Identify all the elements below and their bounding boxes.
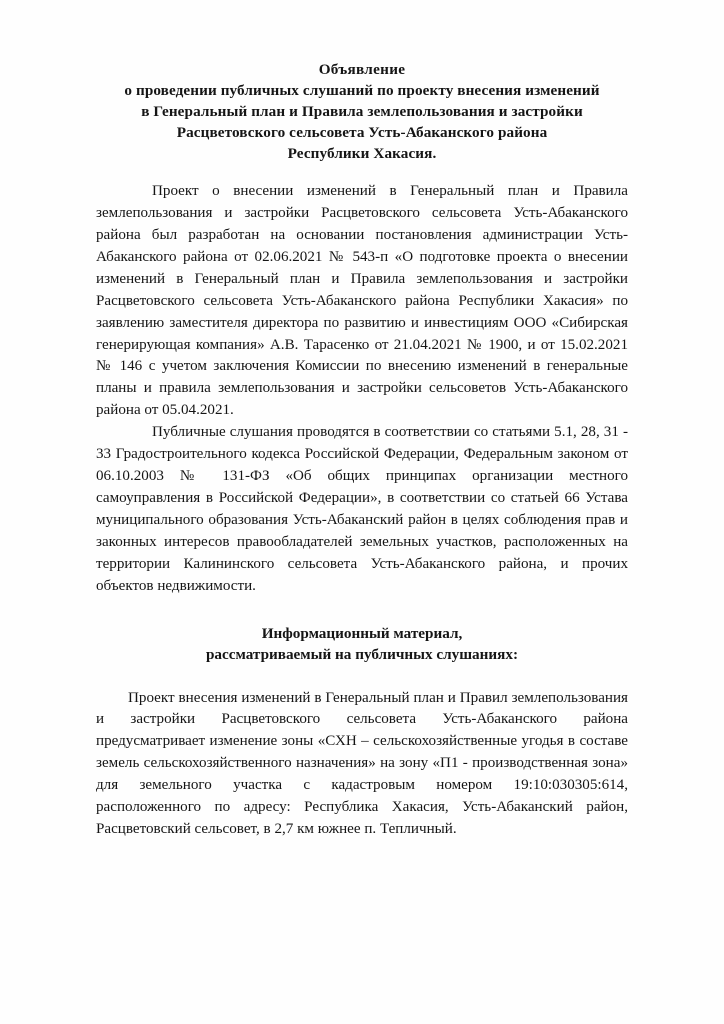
paragraph-project-background: Проект о внесении изменений в Генеральный план и Правила землепользования и застройки Расцветовского сельсовета Усть-Абаканского района был разработан на основании постановления администрации Усть-Абаканского района от 02.06.2021 № 543-п «О подготовке проекта о внесении изменений в Генеральный план и Правила землепользования и застройки Расцветовского сельсовета Усть-Абаканского района Республики Хакасия» по заявлению заместителя директора по развитию и инвестициям ООО «Сибирская генерирующая компания» А.В. Тарасенко от 21.04.2021 № 1900, и от 15.02.2021 № 146 с учетом заключения Комиссии по внесению изменений в генеральные планы и правила землепользования и застройки сельсоветов Усть-Абаканского района от 05.04.2021.	[96, 182, 628, 419]
spacer	[96, 666, 628, 688]
title-line-1: Объявление	[318, 61, 406, 78]
document-body	[96, 60, 628, 841]
paragraph-public-hearings-basis: Публичные слушания проводятся в соответствии со статьями 5.1, 28, 31 - 33 Градостроительного кодекса Российской Федерации, Федеральным законом от 06.10.2003 № 131-ФЗ «Об общих принципах организации местного самоуправления в Российской Федерации», в соответствии со статьей 66 Устава муниципального образования Усть-Абаканский район в целях соблюдения прав и законных интересов правообладателей земельных участков, расположенных на территории Калининского сельсовета Усть-Абаканского района, и прочих объектов недвижимости.	[96, 424, 628, 594]
title-line-3: в Генеральный план и Правила землепользования и застройки	[141, 102, 583, 120]
title-line-5: Республики Хакасия.	[287, 144, 437, 162]
subheading-line-2: рассматриваемый на публичных слушаниях:	[205, 646, 519, 664]
document-title	[96, 60, 628, 165]
title-line-4: Расцветовского сельсовета Усть-Абаканского района	[176, 123, 548, 141]
title-line-2: о проведении публичных слушаний по проекту внесения изменений	[124, 81, 600, 99]
paragraph-zoning-change-details: Проект внесения изменений в Генеральный план и Правил землепользования и застройки Расцветовского сельсовета Усть-Абаканского района предусматривает изменение зоны «СХН – сельскохозяйственные угодья в составе земель сельскохозяйственного назначения» на зону «П1 - производственная зона» для земельного участка с кадастровым номером 19:10:030305:614, расположенного по адресу: Республика Хакасия, Усть-Абаканский район, Расцветовский сельсовет, в 2,7 км южнее п. Тепличный.	[96, 689, 628, 838]
section-heading-information-material	[96, 623, 628, 666]
subheading-line-1: Информационный материал,	[261, 624, 463, 642]
